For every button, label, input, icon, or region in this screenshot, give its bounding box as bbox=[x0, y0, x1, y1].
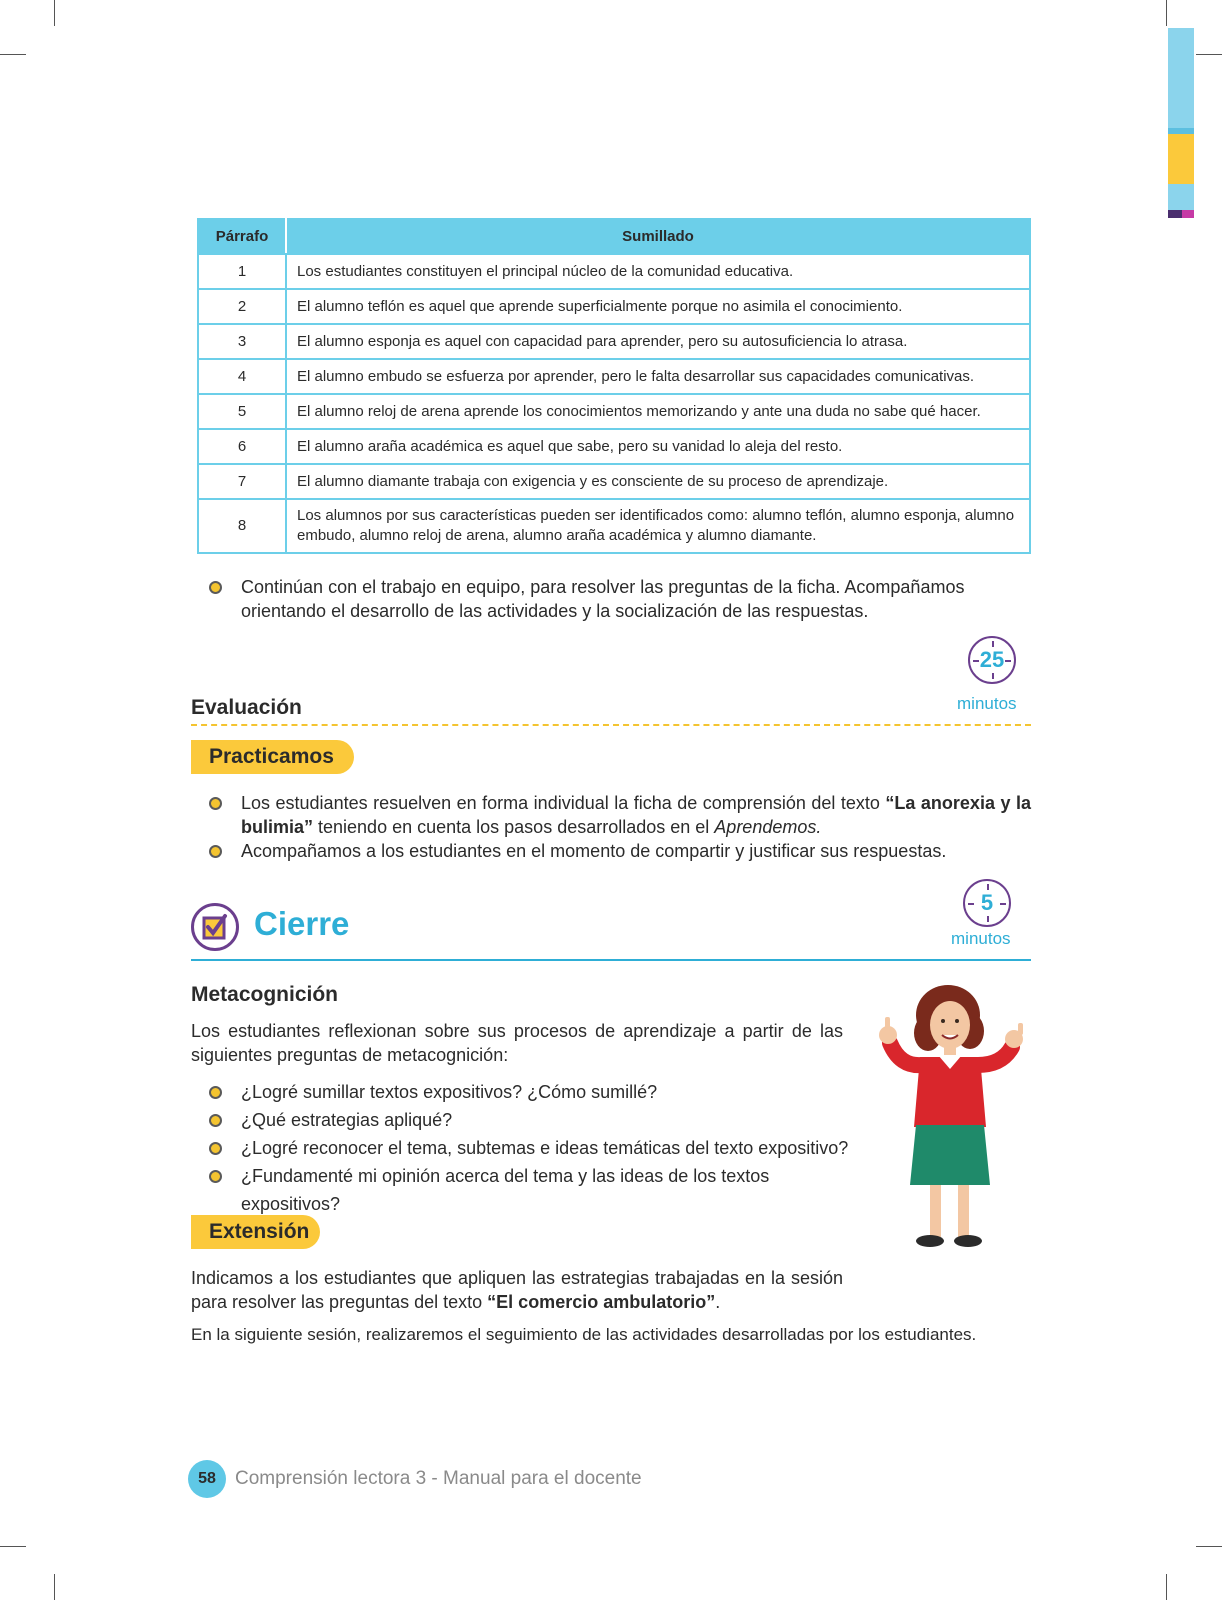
timer-tick bbox=[987, 916, 989, 922]
list-item bbox=[197, 1134, 857, 1162]
row-number: 2 bbox=[198, 289, 286, 324]
timer-tick bbox=[1000, 903, 1006, 905]
timer-tick bbox=[992, 673, 994, 679]
question-text: ¿Logré reconocer el tema, subtemas e ideas temáticas del texto expositivo? bbox=[241, 1138, 849, 1158]
list-item bbox=[197, 791, 1031, 839]
question-text: ¿Fundamenté mi opinión acerca del tema y las ideas de los textos expositivos? bbox=[241, 1166, 770, 1214]
crop-mark bbox=[1166, 0, 1167, 26]
crop-mark bbox=[54, 1574, 55, 1600]
timer-tick bbox=[992, 641, 994, 647]
metacognicion-intro: Los estudiantes reflexionan sobre sus procesos de aprendizaje a partir de las siguientes preguntas de metacognición: bbox=[191, 1021, 843, 1065]
timer-tick bbox=[1005, 660, 1011, 662]
bullet-icon bbox=[209, 1170, 222, 1183]
teacher-illustration bbox=[872, 985, 1052, 1270]
row-number: 3 bbox=[198, 324, 286, 359]
row-text: Los estudiantes constituyen el principal núcleo de la comunidad educativa. bbox=[286, 254, 1030, 289]
row-text: El alumno diamante trabaja con exigencia y es consciente de su proceso de aprendizaje. bbox=[286, 464, 1030, 499]
row-text: El alumno embudo se esfuerza por aprender, pero le falta desarrollar sus capacidades comunicativas. bbox=[286, 359, 1030, 394]
timer-icon bbox=[963, 879, 1011, 927]
extension-text-pre: Indicamos a los estudiantes que apliquen las estrategias trabajadas en la sesión para resolver las preguntas del texto bbox=[191, 1268, 843, 1312]
row-number: 6 bbox=[198, 429, 286, 464]
row-text: Los alumnos por sus características pueden ser identificados como: alumno teflón, alumno esponja, alumno embudo, alumno reloj de arena, alumno araña académica y alumno diamante. bbox=[286, 499, 1030, 553]
reading-title: “La anorexia y la bulimia” bbox=[241, 793, 1031, 837]
practicamos-text-2: teniendo en cuenta los pasos desarrollados en el bbox=[313, 817, 715, 837]
page-number: 58 bbox=[188, 1460, 226, 1498]
column-header-sumillado: Sumillado bbox=[286, 219, 1030, 254]
crop-mark bbox=[54, 0, 55, 26]
timer-unit: minutos bbox=[957, 694, 1017, 713]
extension-text bbox=[191, 1266, 843, 1314]
crop-mark bbox=[0, 54, 26, 55]
section-title-evaluacion: Evaluación bbox=[191, 696, 302, 719]
question-text: ¿Qué estrategias apliqué? bbox=[241, 1110, 453, 1130]
table-row bbox=[198, 254, 1030, 289]
checkbox-icon bbox=[191, 903, 239, 951]
bullet-icon bbox=[209, 581, 222, 594]
row-text: El alumno araña académica es aquel que sabe, pero su vanidad lo aleja del resto. bbox=[286, 429, 1030, 464]
book-title: Comprensión lectora 3 - Manual para el docente bbox=[235, 1468, 642, 1489]
row-number: 1 bbox=[198, 254, 286, 289]
column-header-parrafo: Párrafo bbox=[198, 219, 286, 254]
row-text: El alumno teflón es aquel que aprende superficialmente porque no asimila el conocimiento. bbox=[286, 289, 1030, 324]
table-row bbox=[198, 289, 1030, 324]
table-row bbox=[198, 464, 1030, 499]
section-divider bbox=[191, 959, 1031, 961]
timer-value: 25 bbox=[979, 647, 1005, 672]
list-item bbox=[197, 1162, 857, 1218]
practicamos-text-1: Los estudiantes resuelven en forma individual la ficha de comprensión del texto bbox=[241, 793, 886, 813]
row-text: El alumno esponja es aquel con capacidad para aprender, pero su autosuficiencia lo atrasa. bbox=[286, 324, 1030, 359]
section-title-metacognicion: Metacognición bbox=[191, 983, 339, 1006]
row-number: 4 bbox=[198, 359, 286, 394]
crop-mark bbox=[0, 1546, 26, 1547]
list-item bbox=[197, 575, 1031, 623]
crop-mark bbox=[1196, 1546, 1222, 1547]
table-row bbox=[198, 359, 1030, 394]
metacognicion-questions bbox=[197, 1078, 857, 1218]
timer-tick bbox=[968, 903, 974, 905]
table-header-row bbox=[198, 219, 1030, 254]
table-row bbox=[198, 499, 1030, 553]
team-work-text: Continúan con el trabajo en equipo, para resolver las preguntas de la ficha. Acompañamos orientando el desarrollo de las actividades y la socialización de las respuestas. bbox=[241, 577, 965, 621]
section-title-cierre: Cierre bbox=[254, 905, 350, 942]
bullet-icon bbox=[209, 797, 222, 810]
table-row bbox=[198, 394, 1030, 429]
row-number: 8 bbox=[198, 499, 286, 553]
practicamos-label: Practicamos bbox=[191, 740, 354, 774]
list-item bbox=[197, 839, 1031, 863]
team-work-list bbox=[197, 575, 1031, 623]
crop-mark bbox=[1196, 54, 1222, 55]
extension-text-post: . bbox=[715, 1292, 721, 1312]
timer-unit: minutos bbox=[951, 929, 1011, 948]
row-number: 7 bbox=[198, 464, 286, 499]
side-tab-blue bbox=[1168, 28, 1194, 128]
timer-tick bbox=[987, 884, 989, 890]
aprendemos-ref: Aprendemos. bbox=[714, 817, 822, 837]
side-tab-yellow bbox=[1168, 134, 1194, 184]
list-item bbox=[197, 1078, 857, 1106]
side-tab-marker bbox=[1168, 210, 1182, 218]
extension-label: Extensión bbox=[191, 1215, 320, 1249]
row-number: 5 bbox=[198, 394, 286, 429]
side-tab-marker bbox=[1182, 210, 1194, 218]
table-row bbox=[198, 429, 1030, 464]
list-item bbox=[197, 1106, 857, 1134]
bullet-icon bbox=[209, 1114, 222, 1127]
practicamos-text-3: Acompañamos a los estudiantes en el momento de compartir y justificar sus respuestas. bbox=[241, 841, 947, 861]
bullet-icon bbox=[209, 1142, 222, 1155]
table-row bbox=[198, 324, 1030, 359]
next-session-text: En la siguiente sesión, realizaremos el seguimiento de las actividades desarrolladas por los estudiantes. bbox=[191, 1325, 977, 1344]
extension-reading-title: “El comercio ambulatorio” bbox=[487, 1292, 716, 1312]
row-text: El alumno reloj de arena aprende los conocimientos memorizando y ante una duda no sabe qué hacer. bbox=[286, 394, 1030, 429]
practicamos-list bbox=[197, 791, 1031, 863]
side-tab-light bbox=[1168, 184, 1194, 210]
crop-mark bbox=[1166, 1574, 1167, 1600]
question-text: ¿Logré sumillar textos expositivos? ¿Cómo sumillé? bbox=[241, 1082, 658, 1102]
timer-value: 5 bbox=[980, 890, 994, 915]
section-divider bbox=[191, 724, 1031, 726]
sumillado-table bbox=[197, 218, 1031, 554]
timer-icon bbox=[968, 636, 1016, 684]
bullet-icon bbox=[209, 845, 222, 858]
bullet-icon bbox=[209, 1086, 222, 1099]
timer-tick bbox=[973, 660, 979, 662]
